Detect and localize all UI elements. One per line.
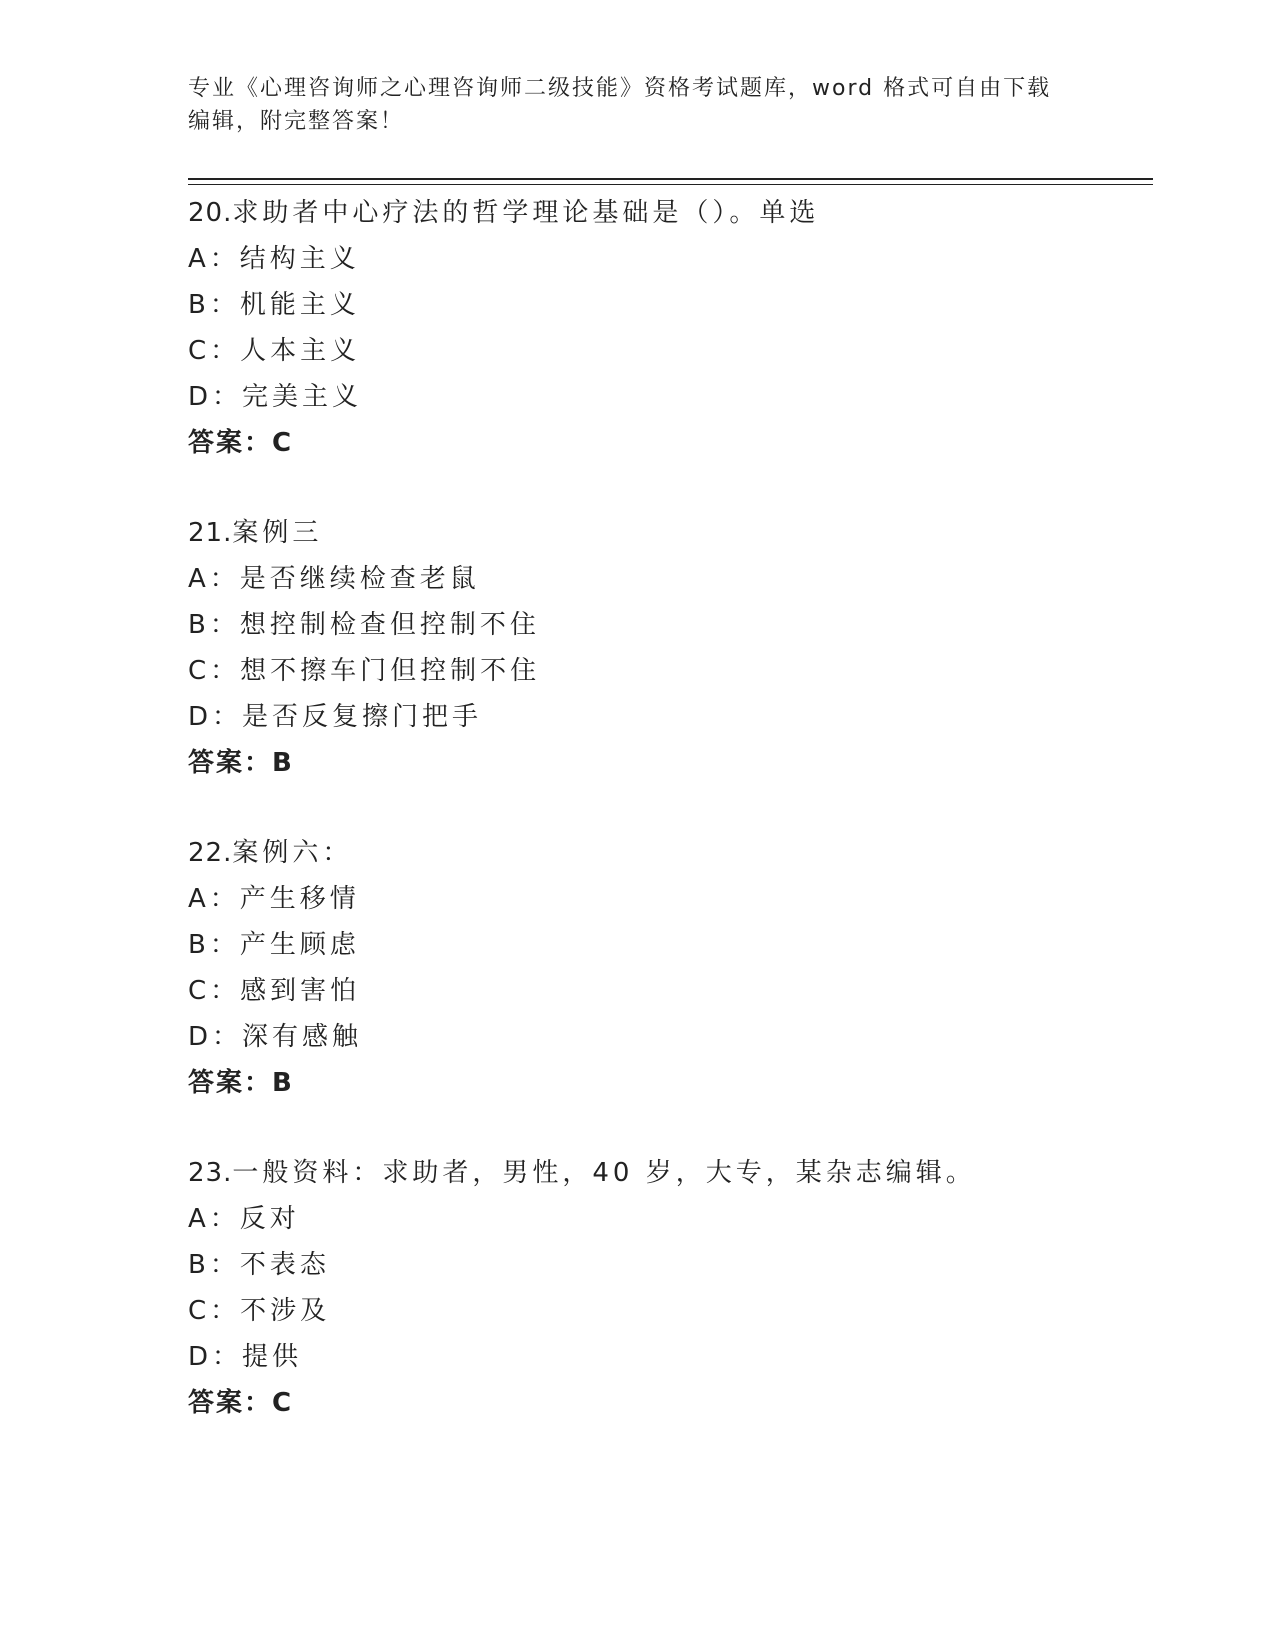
question-22 [188,830,1148,1106]
question-spacer [188,1106,1148,1150]
option-c [188,968,1148,1014]
option-key: A： [188,564,240,594]
option-key: C： [188,336,241,366]
question-text: 案例三 [232,518,323,548]
option-key: B： [188,290,240,320]
question-stem [188,190,1148,236]
option-text: 产生顾虑 [239,930,360,960]
option-text: 人本主义 [240,336,361,366]
answer-line: 答案：B [188,1068,294,1098]
option-d [188,1334,1148,1380]
header-line-1: 专业《心理咨询师之心理咨询师二级技能》资格考试题库，word 格式可自由下载 [188,76,1052,101]
option-text: 是否反复擦门把手 [242,702,483,732]
option-a [188,1196,1148,1242]
question-spacer [188,466,1148,510]
option-text: 深有感触 [242,1022,363,1052]
question-21 [188,510,1148,786]
option-a [188,876,1148,922]
option-text: 反对 [239,1204,300,1234]
option-key: D： [188,1022,243,1052]
header-line-2: 编辑，附完整答案！ [188,109,405,134]
question-number: 23. [188,1158,233,1188]
question-text: 一般资料：求助者，男性，40 岁，大专，某杂志编辑。 [232,1158,976,1188]
option-b [188,282,1148,328]
question-number: 20. [188,198,233,228]
question-spacer [188,786,1148,830]
option-a [188,236,1148,282]
option-key: B： [188,1250,240,1280]
option-b [188,1242,1148,1288]
question-20 [188,190,1148,466]
question-text: 求助者中心疗法的哲学理论基础是（）。单选 [232,198,820,228]
option-text: 完美主义 [242,382,363,412]
option-d [188,1014,1148,1060]
option-c [188,648,1148,694]
option-b [188,922,1148,968]
option-d [188,374,1148,420]
answer-line: 答案：C [188,1388,294,1418]
question-text: 案例六： [232,838,353,868]
question-number: 22. [188,838,233,868]
option-key: D： [188,1342,243,1372]
option-key: C： [188,976,241,1006]
option-c [188,1288,1148,1334]
option-text: 结构主义 [239,244,360,274]
question-stem [188,510,1148,556]
header-divider-thick [188,178,1153,180]
option-key: A： [188,1204,240,1234]
option-text: 提供 [242,1342,303,1372]
option-key: B： [188,930,240,960]
option-key: A： [188,244,240,274]
header-divider-thin [188,184,1153,185]
option-text: 是否继续检查老鼠 [239,564,480,594]
question-list [188,190,1148,1426]
option-key: A： [188,884,240,914]
option-key: B： [188,610,240,640]
option-key: D： [188,382,243,412]
option-text: 不表态 [239,1250,330,1280]
question-stem [188,830,1148,876]
answer-line: 答案：C [188,428,294,458]
option-text: 机能主义 [239,290,360,320]
question-number: 21. [188,518,233,548]
option-text: 感到害怕 [240,976,361,1006]
option-d [188,694,1148,740]
option-c [188,328,1148,374]
option-text: 想控制检查但控制不住 [239,610,540,640]
option-text: 不涉及 [240,1296,331,1326]
question-stem [188,1150,1148,1196]
answer-line: 答案：B [188,748,294,778]
document-header [188,72,1088,138]
option-key: C： [188,1296,241,1326]
option-text: 想不擦车门但控制不住 [240,656,541,686]
option-b [188,602,1148,648]
option-text: 产生移情 [239,884,360,914]
question-23 [188,1150,1148,1426]
option-key: D： [188,702,243,732]
option-key: C： [188,656,241,686]
option-a [188,556,1148,602]
